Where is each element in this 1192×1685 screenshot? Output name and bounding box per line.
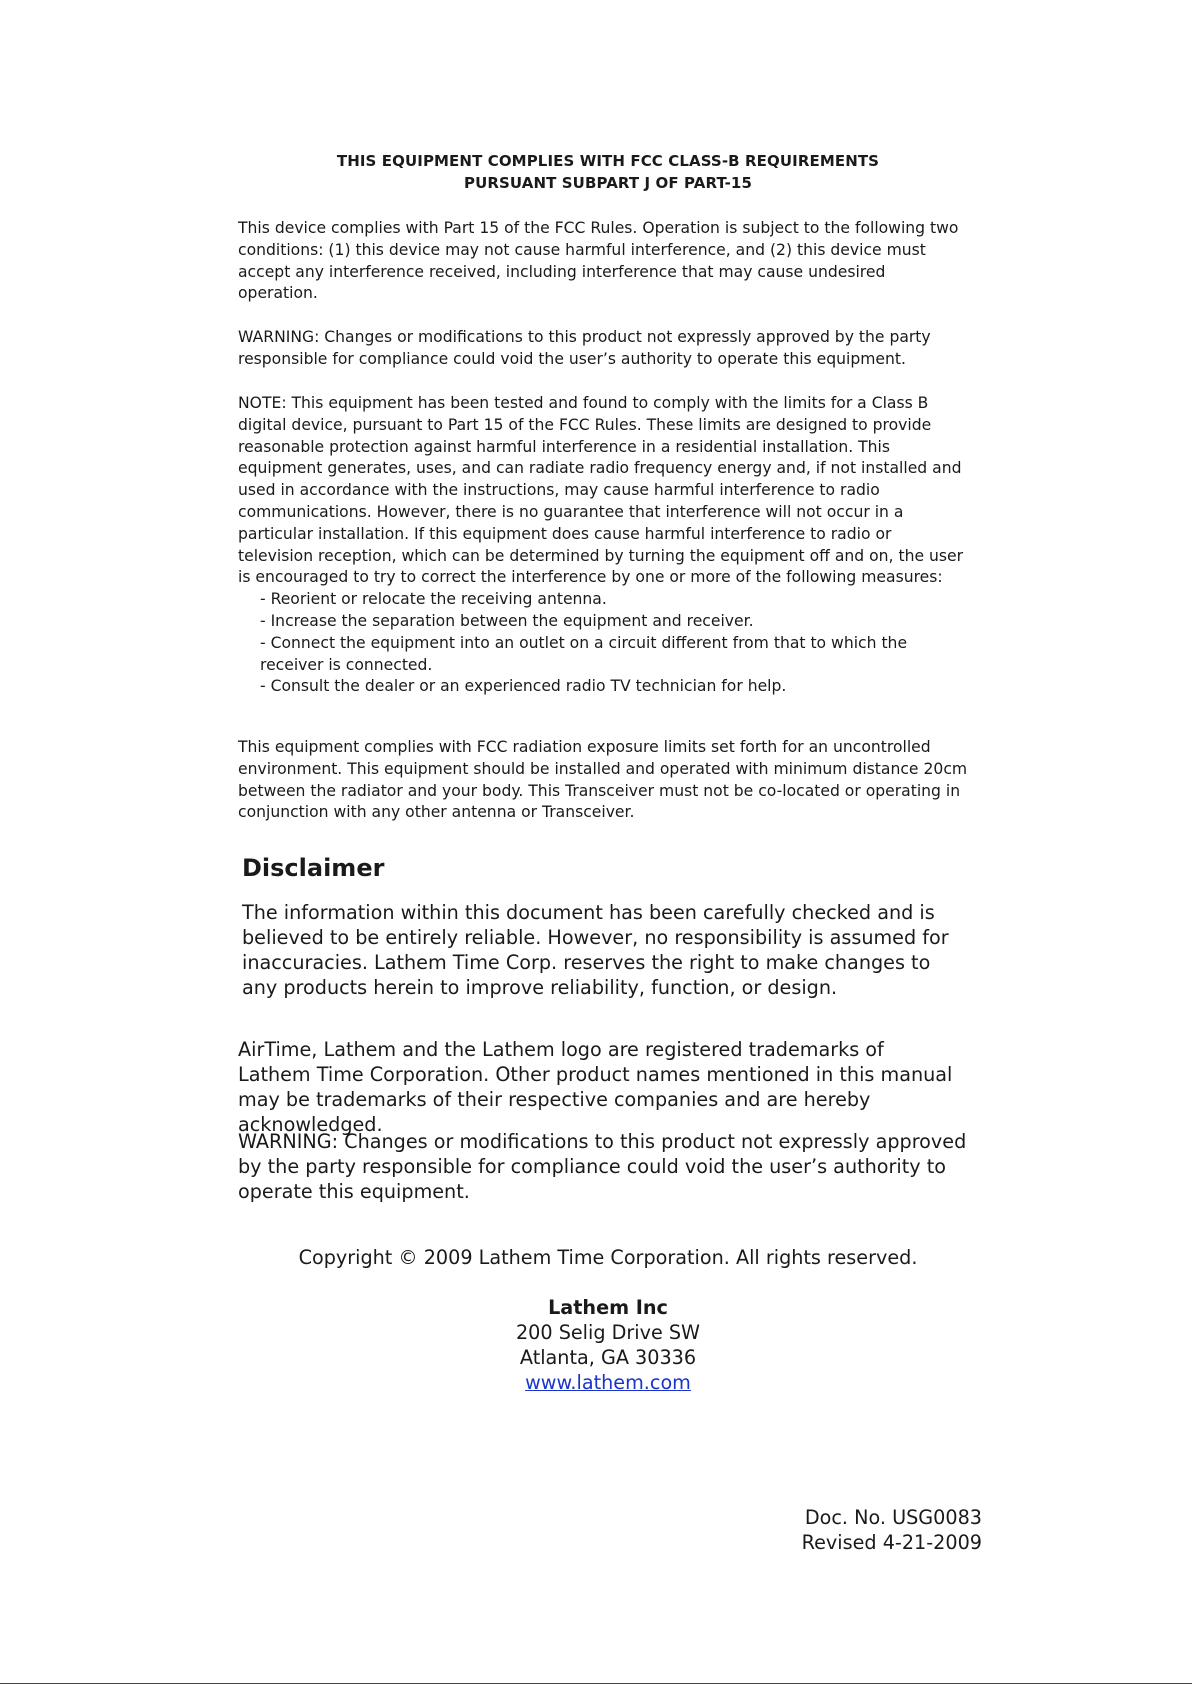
copyright-notice: Copyright © 2009 Lathem Time Corporation. All rights reserved. — [298, 1246, 918, 1269]
list-item: - Increase the separation between the equipment and receiver. — [260, 611, 754, 630]
fcc-compliance-heading — [238, 150, 978, 194]
company-name: Lathem Inc — [548, 1296, 668, 1319]
fcc-conditions-paragraph: This device complies with Part 15 of the FCC Rules. Operation is subject to the following two conditions: (1) this device may not cause harmful interference, and (2) this device must accept any interference received, including interference that may cause undesired operation. — [238, 219, 959, 303]
measures-list — [238, 589, 968, 698]
fcc-note-paragraph: NOTE: This equipment has been tested and found to comply with the limits for a Class B digital device, pursuant to Part 15 of the FCC Rules. These limits are designed to provide reasonable protection against harmful interference in a residential installation. This equipment generates, uses, and can radiate radio frequency energy and, if not installed and used in accordance with the instructions, may cause harmful interference to radio communications. However, there is no guarantee that interference will not occur in a particular installation. If this equipment does cause harmful interference to radio or television reception, which can be determined by turning the equipment off and on, the user is encouraged to try to correct the interference by one or more of the following measures: — [238, 394, 964, 587]
fcc-warning-paragraph: WARNING: Changes or modifications to this product not expressly approved by the party responsible for compliance could void the user’s authority to operate this equipment. — [238, 328, 931, 368]
city-address: Atlanta, GA 30336 — [519, 1346, 697, 1369]
document-info — [760, 1505, 982, 1555]
list-item: - Consult the dealer or an experienced radio TV technician for help. — [260, 677, 787, 696]
fcc-heading-line-1: THIS EQUIPMENT COMPLIES WITH FCC CLASS-B REQUIREMENTS — [336, 152, 880, 170]
street-address: 200 Selig Drive SW — [515, 1321, 701, 1344]
fcc-note-section — [238, 393, 968, 698]
document-number: Doc. No. USG0083 — [804, 1506, 982, 1529]
company-address — [238, 1295, 978, 1395]
warning-paragraph: WARNING: Changes or modifications to this product not expressly approved by the party responsible for compliance could void the user’s authority to operate this equipment. — [238, 1130, 967, 1203]
revision-date: Revised 4-21-2009 — [801, 1531, 982, 1554]
radiation-exposure-paragraph: This equipment complies with FCC radiation exposure limits set forth for an uncontrolled environment. This equipment should be installed and operated with minimum distance 20cm between the radiator and your body. This Transceiver must not be co-located or operating in conjunction with any other antenna or Transceiver. — [238, 738, 968, 822]
list-item: - Reorient or relocate the receiving antenna. — [260, 590, 607, 609]
trademarks-paragraph: AirTime, Lathem and the Lathem logo are registered trademarks of Lathem Time Corporation. Other product names mentioned in this manual may be trademarks of their respective companies and are hereby acknowledged. — [238, 1038, 953, 1136]
list-item: - Connect the equipment into an outlet on a circuit different from that to which the receiver is connected. — [260, 633, 908, 674]
page-bottom-divider — [0, 1683, 1192, 1684]
website-link[interactable]: www.lathem.com — [525, 1371, 691, 1394]
disclaimer-title: Disclaimer — [242, 854, 385, 882]
disclaimer-body: The information within this document has been carefully checked and is believed to be entirely reliable. However, no responsibility is assumed for inaccuracies. Lathem Time Corp. reserves the right to make changes to any products herein to improve reliability, function, or design. — [242, 901, 949, 999]
fcc-heading-line-2: PURSUANT SUBPART J OF PART-15 — [464, 174, 752, 192]
